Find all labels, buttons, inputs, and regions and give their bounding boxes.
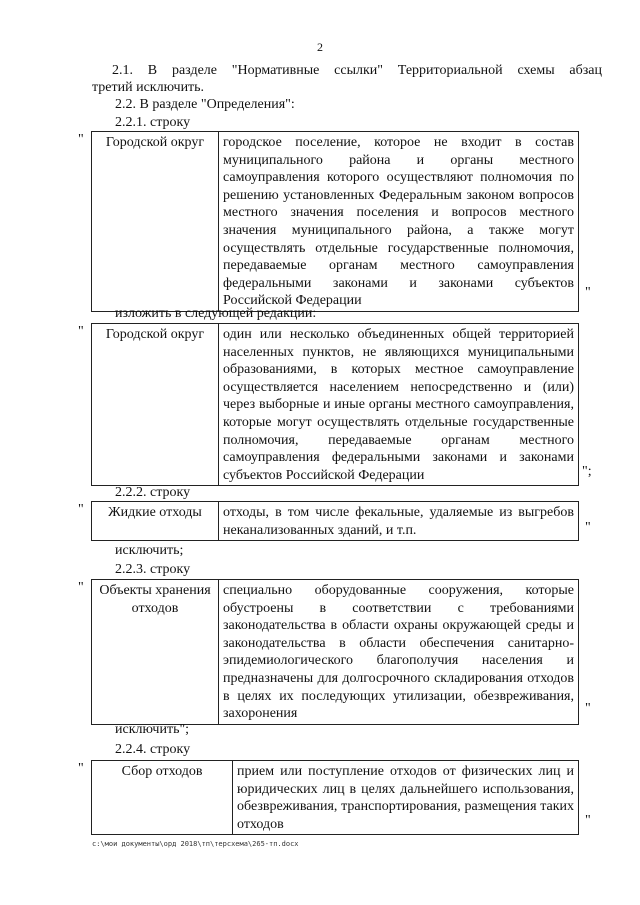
quote-open: " — [78, 132, 84, 147]
quote-close: " — [585, 701, 591, 716]
table-term: Сбор отходов — [92, 761, 233, 835]
paragraph-isklyuchit-end: исключить"; — [115, 722, 190, 737]
quote-close: " — [585, 813, 591, 828]
definition-table-5 — [91, 760, 579, 835]
paragraph-2-2-1: 2.2.1. строку — [115, 115, 191, 130]
table-term: Жидкие отходы — [92, 502, 219, 541]
paragraph-2-2-4: 2.2.4. строку — [115, 742, 191, 757]
quote-close-semicolon: "; — [582, 464, 592, 479]
table-definition: городское поселение, которое не входит в состав муниципального района и органы местного самоуправления которого осуществляют полномочия по решению установленных Федеральным законом вопросов местного значения поселения и вопросов местного значения муниципального района, а также могут осуществлять отдельные государственные полномочия, передаваемые органам местного самоуправления федеральными законами и законами субъектов Российской Федерации — [219, 132, 579, 312]
paragraph-2-1-line2: третий исключить. — [92, 80, 205, 95]
quote-open: " — [78, 324, 84, 339]
paragraph-isklyuchit: исключить; — [115, 543, 184, 558]
quote-open: " — [78, 761, 84, 776]
quote-open: " — [78, 502, 84, 517]
file-path-footer: c:\мои документы\орд 2018\тп\терсхема\265-тп.docx — [92, 840, 299, 848]
table-definition: прием или поступление отходов от физических лиц и юридических лиц в целях дальнейшего использования, обезвреживания, транспортирования, размещения таких отходов — [233, 761, 579, 835]
definition-table-4 — [91, 579, 579, 725]
table-definition: специально оборудованные сооружения, которые обустроены в соответствии с требованиями законодательства в области охраны окружающей среды и законодательства в области обеспечения санитарно-эпидемиологического благополучия населения и предназначены для долгосрочного складирования отходов в целях их последующих утилизации, обезвреживания, захоронения — [219, 580, 579, 725]
table-term: Городской округ — [92, 132, 219, 312]
paragraph-2-2: 2.2. В разделе "Определения": — [115, 97, 295, 112]
paragraph-izlozhit: изложить в следующей редакции: — [115, 306, 317, 321]
paragraph-2-1-line1: 2.1. В разделе "Нормативные ссылки" Территориальной схемы абзац — [112, 63, 602, 78]
paragraph-2-2-2: 2.2.2. строку — [115, 485, 191, 500]
quote-close: " — [585, 285, 591, 300]
quote-close: " — [585, 520, 591, 535]
definition-table-3 — [91, 501, 579, 541]
page-number: 2 — [317, 40, 323, 54]
definition-table-2 — [91, 323, 579, 486]
table-term: Объекты хранения отходов — [92, 580, 219, 725]
paragraph-2-2-3: 2.2.3. строку — [115, 562, 191, 577]
table-definition: один или несколько объединенных общей территорией населенных пунктов, не являющихся муниципальными образованиями, в которых местное самоуправление осуществляется населением непосредственно и (или) через выборные и иные органы местного самоуправления, которые могут осуществлять отдельные государственные полномочия, передаваемые органам местного самоуправления федеральными законами и законами субъектов Российской Федерации — [219, 324, 579, 486]
definition-table-1 — [91, 131, 579, 312]
table-term: Городской округ — [92, 324, 219, 486]
table-definition: отходы, в том числе фекальные, удаляемые из выгребов неканализованных зданий, и т.п. — [219, 502, 579, 541]
quote-open: " — [78, 580, 84, 595]
